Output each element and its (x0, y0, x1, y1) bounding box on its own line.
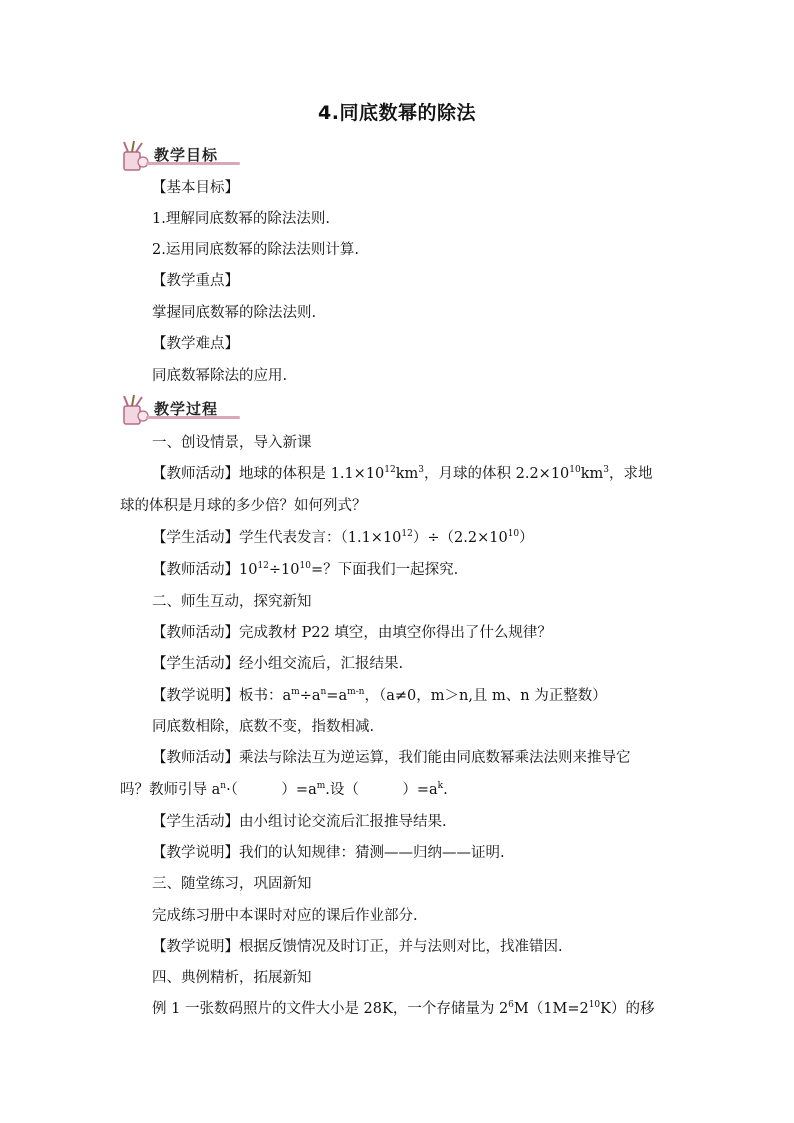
teaching-note: 【教学说明】根据反馈情况及时订正，并与法则对比，找准错因. (152, 939, 563, 955)
step-title: 三、随堂练习，巩固新知 (152, 876, 312, 892)
teacher-activity: 【教师活动】地球的体积是 $1.1\times 10^{12}km^3$，月球的体积 $2.2\times 10^{10}km^3$，求地 (152, 465, 653, 482)
pencil-cup-icon (116, 140, 156, 174)
section-heading-process (116, 394, 246, 428)
goal-item: 2.运用同底数幂的除法法则计算. (152, 242, 359, 258)
step-title: 一、创设情景，导入新课 (152, 435, 312, 451)
student-activity: 【学生活动】经小组交流后，汇报结果. (152, 656, 404, 672)
teacher-activity-cont: 吗？教师引导 $a^n\cdot$（ ）$=a^m$.设（ ）$=a^k$. (120, 781, 448, 798)
step-title: 二、师生互动，探究新知 (152, 594, 312, 610)
key-point: 掌握同底数幂的除法法则. (152, 305, 317, 321)
student-activity: 【学生活动】由小组讨论交流后汇报推导结果. (152, 814, 447, 830)
teaching-note: 【教学说明】板书：$a^m\div a^n=a^{m-n}$，（a≠0，m＞n,且 m、n 为正整数） (152, 687, 607, 704)
example-text: 例 1 一张数码照片的文件大小是 28K，一个存储量为 $2^6M(1M=2^{10}K)$的移 (152, 1000, 655, 1017)
teacher-activity-cont: 球的体积是月球的多少倍？如何列式？ (120, 498, 367, 514)
page-title: 4.同底数幂的除法 (318, 102, 476, 124)
practice-text: 完成练习册中本课时对应的课后作业部分. (152, 908, 418, 924)
teacher-activity: 【教师活动】乘法与除法互为逆运算，我们能由同底数幂乘法法则来推导它 (152, 750, 631, 766)
section-label: 教学过程 (154, 400, 219, 418)
teacher-activity: 【教师活动】完成教材 P22 填空，由填空你得出了什么规律？ (152, 625, 552, 641)
student-activity: 【学生活动】学生代表发言：$(1.1\times 10^{12})\div(2.2\times 10^{10})$ (152, 529, 534, 546)
key-point-label: 【教学重点】 (152, 273, 239, 289)
section-heading-goals (116, 140, 246, 174)
step-title: 四、典例精析，拓展新知 (152, 970, 312, 986)
teacher-activity: 【教师活动】$10^{12}\div 10^{10}=$？下面我们一起探究. (152, 561, 459, 578)
rule-statement: 同底数相除，底数不变，指数相减. (152, 719, 375, 735)
pencil-cup-icon (116, 394, 156, 428)
section-label: 教学目标 (154, 146, 219, 164)
difficulty: 同底数幂除法的应用. (152, 368, 288, 384)
teaching-note: 【教学说明】我们的认知规律：猜测——归纳——证明. (152, 845, 505, 861)
difficulty-label: 【教学难点】 (152, 336, 239, 352)
basic-goal-label: 【基本目标】 (152, 180, 239, 196)
goal-item: 1.理解同底数幂的除法法则. (152, 211, 330, 227)
